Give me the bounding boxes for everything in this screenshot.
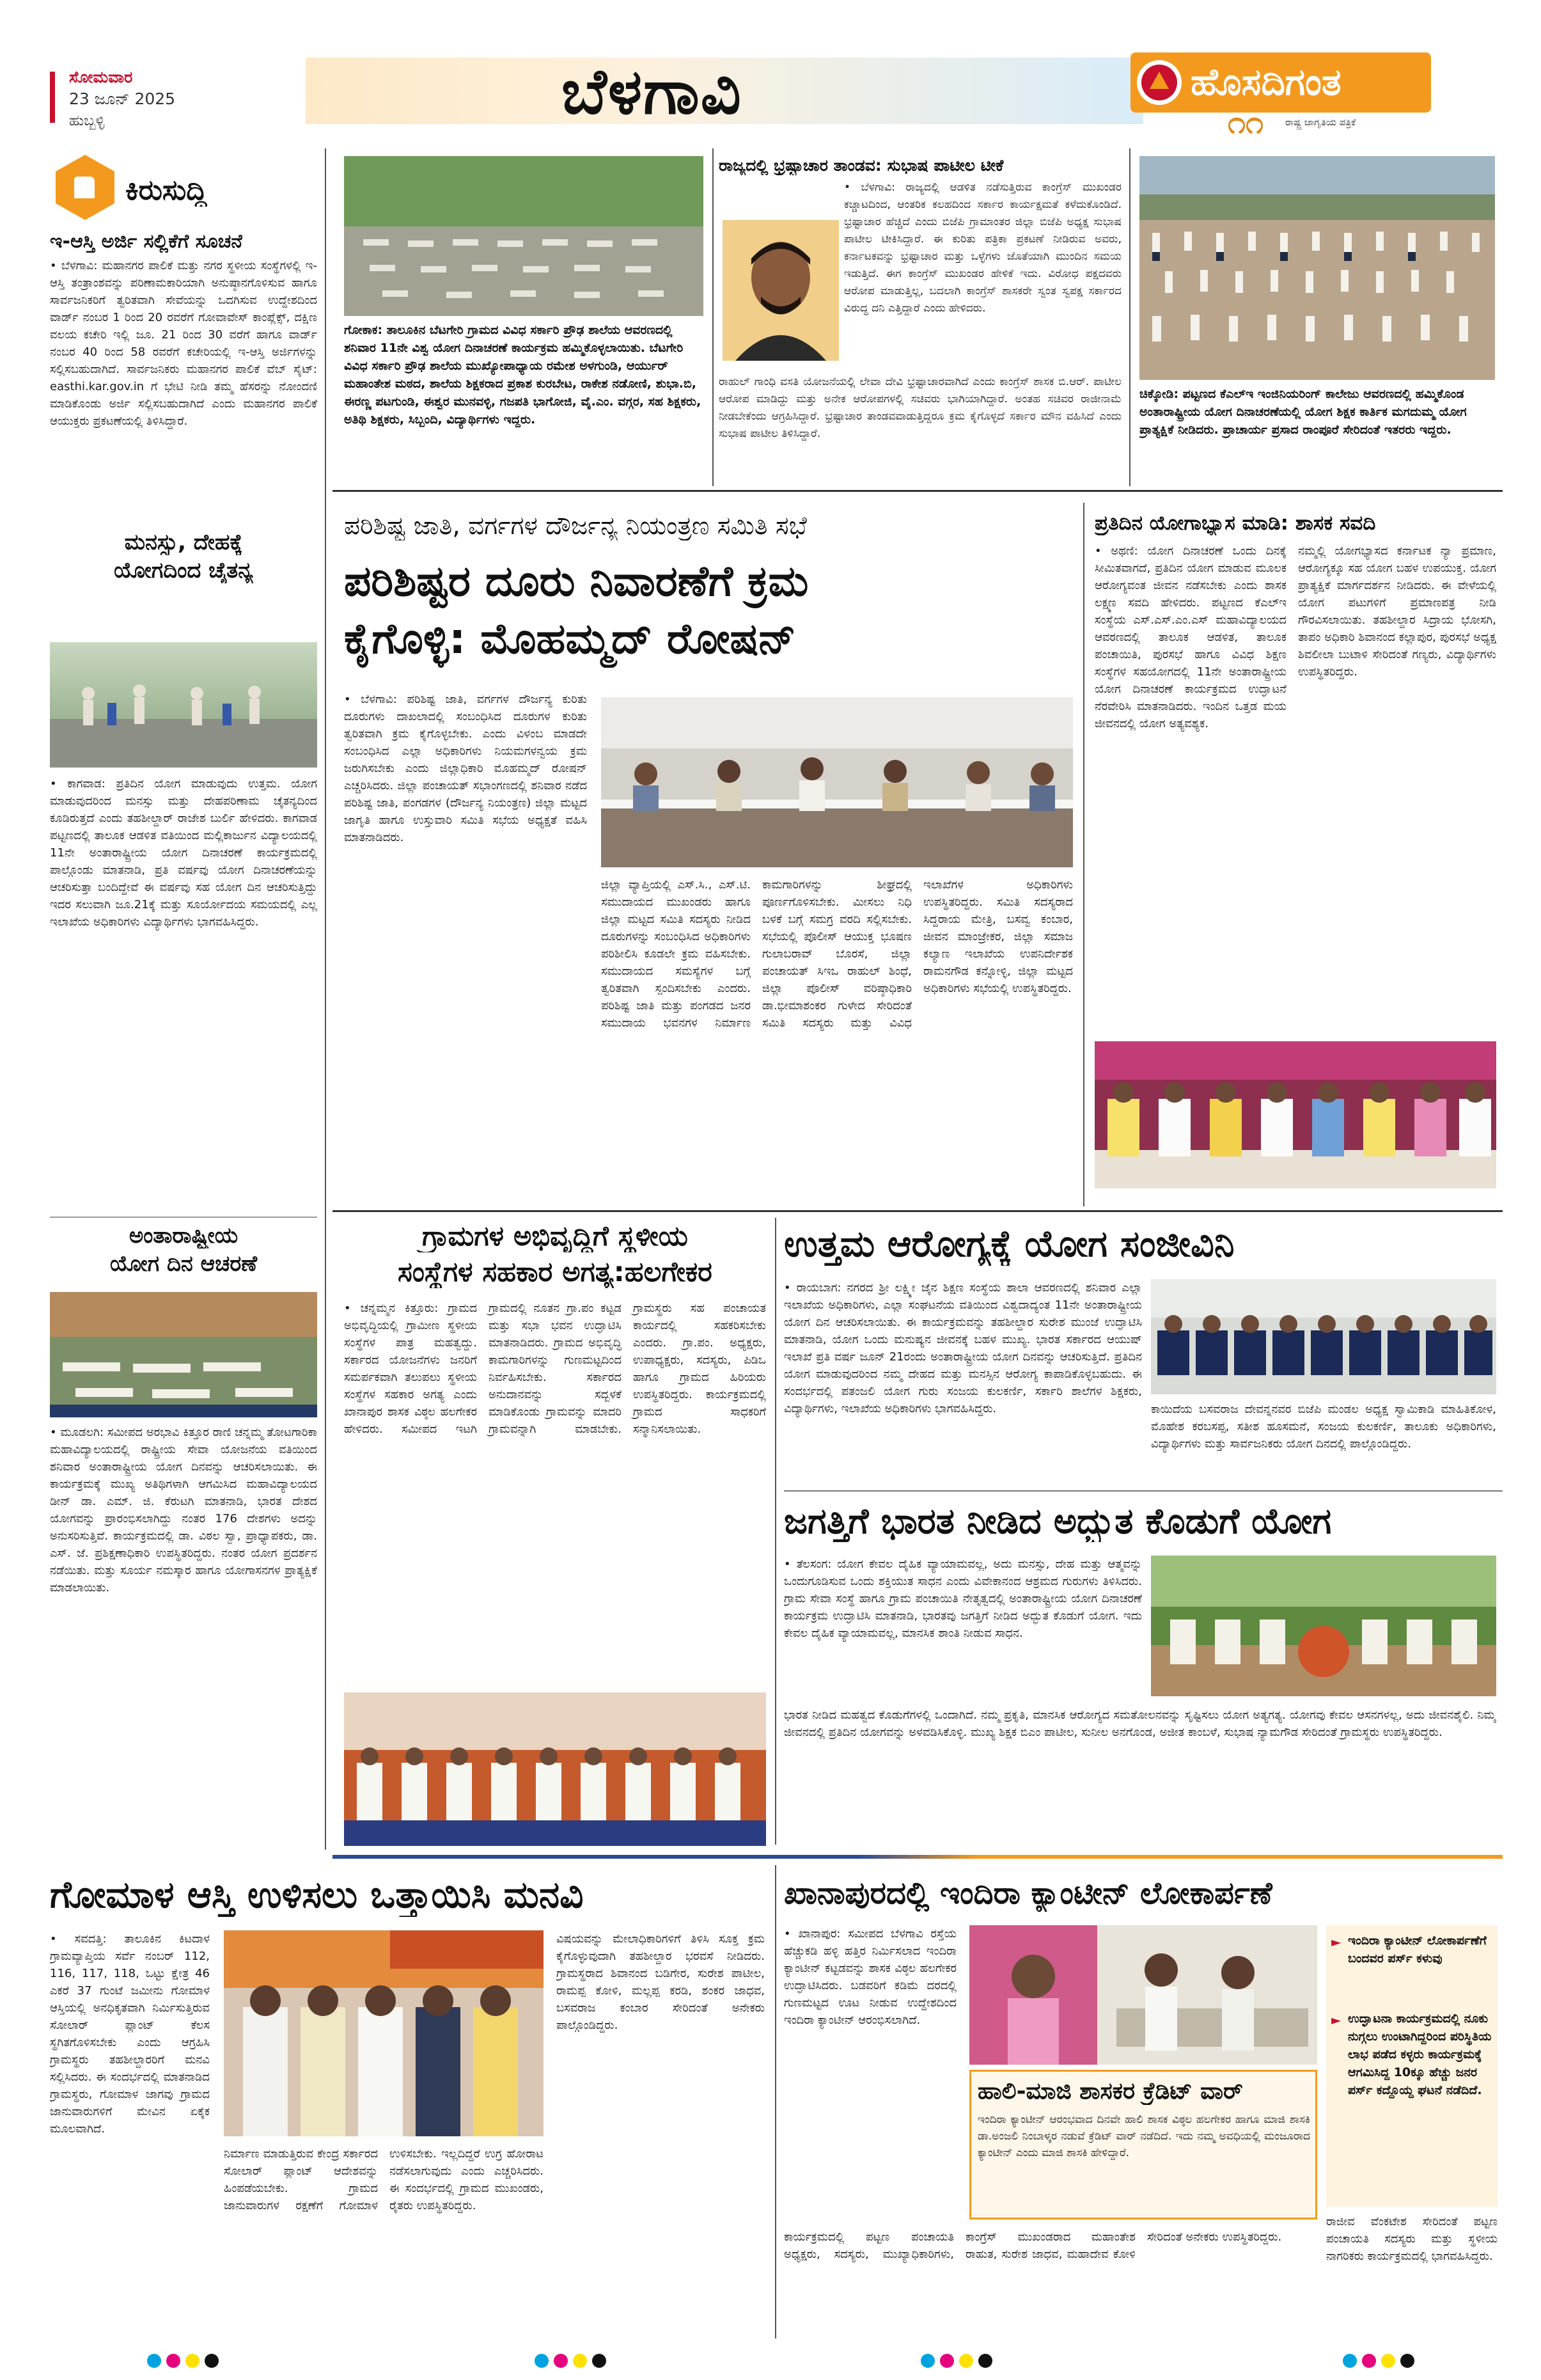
canteen-body-2: ಕಾರ್ಯಕ್ರಮದಲ್ಲಿ ಪಟ್ಟಣ ಪಂಚಾಯತಿ ಅಧ್ಯಕ್ಷರು, ಸದಸ್ಯರು, ಮುಖ್ಯಾಧಿಕಾರಿಗಳು, ಕಾಂಗ್ರೆಸ್ ಮುಖಂಡರಾದ ಮಹಾಂತೇಶ ರಾಹುತ, ಸುರೇಶ ಜಾಧವ, ಮಹಾದೇವ ಕೋಳಿ ಸೇರಿದಂತೆ ಅನೇಕರು ಉಪಸ್ಥಿತರಿದ್ದರು. bbox=[784, 2230, 1282, 2261]
top-photo3-caption: ಚಿಕ್ಕೋಡಿ: ಪಟ್ಟಣದ ಕೆಎಲ್‌ಇ ಇಂಜಿನಿಯರಿಂಗ್ ಕಾಲೇಜು ಆವರಣದಲ್ಲಿ ಹಮ್ಮಿಕೊಂಡ ಅಂತಾರಾಷ್ಟ್ರೀಯ ಯೋಗ ದಿನಾಚರಣೆಯಲ್ಲಿ ಯೋಗ ಶಿಕ್ಷಕ ಕಾರ್ತಿಕ ಮಗದುಮ್ಮ ಯೋಗ ಪ್ರಾತ್ಯಕ್ಷಿಕೆ ನೀಡಿದರು. ಪ್ರಾಚಾರ್ಯ ಪ್ರಸಾದ ರಾಂಪೂರೆ ಸೇರಿದಂತೆ ಇತರರು ಇದ್ದರು. bbox=[1139, 387, 1467, 437]
left2-photo bbox=[50, 642, 317, 768]
gomala-headline: ಗೋಮಾಳ ಆಸ್ತಿ ಉಳಿಸಲು ಒತ್ತಾಯಿಸಿ ಮನವಿ bbox=[50, 1873, 584, 1916]
kirusuddi-headline: ಇ-ಆಸ್ತಿ ಅರ್ಜಿ ಸಲ್ಲಿಕೆಗೆ ಸೂಚನೆ bbox=[50, 230, 243, 253]
canteen-bullets bbox=[1326, 1925, 1498, 2207]
yoga-right-headline: ಪ್ರತಿದಿನ ಯೋಗಾಭ್ಯಾಸ ಮಾಡಿ: ಶಾಸಕ ಸವದಿ bbox=[1095, 512, 1376, 535]
jagattu-body-2: ಭಾರತ ನೀಡಿದ ಮಹತ್ವದ ಕೊಡುಗೆಗಳಲ್ಲಿ ಒಂದಾಗಿದೆ. ನಮ್ಮ ಪ್ರಕೃತಿ, ಮಾನಸಿಕ ಆರೋಗ್ಯದ ಸಮತೋಲನವನ್ನು ಸೃಷ್ಟಿಸಲು ಯೋಗ ಅತ್ಯಗತ್ಯ. ಯೋಗವು ಕೇವಲ ಆಸನಗಳಲ್ಲ, ಅದು ಜೀವನಶೈಲಿ. ನಿಮ್ಮ ಜೀವನದಲ್ಲಿ ಪ್ರತಿದಿನ ಯೋಗವನ್ನು ಅಳವಡಿಸಿಕೊಳ್ಳಿ. ಮುಖ್ಯ ಶಿಕ್ಷಕ ಬಿಎಂ ಪಾಟೀಲ, ಸುನೀಲ ಅನಗೊಂಡ, ಅಜೀತ ಕಾಂಬಳೆ, ಸುಭಾಷ ನ್ಯಾಮಗೌಡ ಸೇರಿದಂತೆ ಗ್ರಾಮಸ್ಥರು ಉಪಸ್ಥಿತರಿದ್ದರು. bbox=[784, 1708, 1496, 1739]
gomala-body-2: ನಿರ್ಮಾಣ ಮಾಡುತ್ತಿರುವ ಕೇಂದ್ರ ಸರ್ಕಾರದ ಸೋಲಾರ್ ಪ್ಲಾಂಟ್ ಆದೇಶವನ್ನು ಹಿಂಪಡೆಯಬೇಕು. ಗ್ರಾಮದ ಜಾನುವಾರುಗಳ ರಕ್ಷಣೆಗೆ ಗೋಮಾಳ ಉಳಿಸಬೇಕು. ಇಲ್ಲದಿದ್ದರೆ ಉಗ್ರ ಹೋರಾಟ ನಡೆಸಲಾಗುವುದು ಎಂದು ಎಚ್ಚರಿಸಿದರು. ಈ ಸಂದರ್ಭದಲ್ಲಿ ಗ್ರಾಮದ ಮುಖಂಡರು, ರೈತರು ಉಪಸ್ಥಿತರಿದ್ದರು. bbox=[224, 2147, 544, 2212]
village-photo bbox=[344, 1692, 766, 1846]
masthead-city: ಹುಬ್ಬಳ್ಳಿ bbox=[69, 113, 105, 129]
top-photo1-caption: ಗೋಕಾಕ: ತಾಲೂಕಿನ ಬೆಟಗೇರಿ ಗ್ರಾಮದ ವಿವಿಧ ಸರ್ಕಾರಿ ಪ್ರೌಢ ಶಾಲೆಯ ಆವರಣದಲ್ಲಿ ಶನಿವಾರ 11ನೇ ವಿಶ್ವ ಯೋಗ ದಿನಾಚರಣೆ ಕಾರ್ಯಕ್ರಮ ಹಮ್ಮಿಕೊಳ್ಳಲಾಯಿತು. ಬೆಟಗೇರಿ ವಿವಿಧ ಸರ್ಕಾರಿ ಪ್ರೌಢ ಶಾಲೆಯ ಮುಖ್ಯೋಪಾಧ್ಯಾಯ ರಮೇಶ ಅಳಗುಂಡಿ, ಆರ್ಯುರ್ ಮಹಾಂತೇಶ ಮಠದ, ಶಾಲೆಯ ಶಿಕ್ಷಕರಾದ ಪ್ರಕಾಶ ಕುರಬೇಟ, ರಾಕೇಶ ನಡೋಣಿ, ಶುಭಾ.ಬಿ, ಈರಣ್ಣ ಪಟಗುಂಡಿ, ಈಶ್ವರ ಮುನವಳ್ಳಿ, ಗಜಪತಿ ಭಾಗೋಜಿ, ವೈ.ಎಂ. ವಗ್ಗರ, ಸಹ ಶಿಕ್ಷಕರು, ಅತಿಥಿ ಶಿಕ್ಷಕರು, ಸಿಬ್ಬಂದಿ, ವಿದ್ಯಾರ್ಥಿಗಳು ಇದ್ದರು. bbox=[344, 323, 701, 427]
gomala-right-rule bbox=[775, 1865, 776, 2338]
top-story-body-2: ರಾಹುಲ್ ಗಾಂಧಿ ವಸತಿ ಯೋಜನೆಯಲ್ಲಿ ಲೇವಾ ದೇವಿ ಭ್ರಷ್ಟಾಚಾರವಾಗಿದೆ ಎಂದು ಕಾಂಗ್ರೆಸ್ ಶಾಸಕ ಬಿ.ಆರ್. ಪಾಟೀಲ ಆರೋಪ ಮಾಡಿದ್ದು ಮತ್ತು ಅನೇಕ ಆರೋಪಗಳಲ್ಲಿ ಸಚಿವರು ಭಾಗಿಯಾಗಿದ್ದಾರೆ. ಅಂತಹ ಸಚಿವರ ರಾಜೀನಾಮೆ ನೀಡಬೇಕೆಂದು ಆಗ್ರಹಿಸಿದ್ದಾರೆ. ಭ್ರಷ್ಟಾಚಾರ ತಾಂಡವವಾಡುತ್ತಿದ್ದರೂ ಕ್ರಮ ಕೈಗೊಳ್ಳದೆ ಸರ್ಕಾರ ಮೌನ ವಹಿಸಿದೆ ಎಂದು ಸುಭಾಷ ಪಾಟೀಲ ತಿಳಿಸಿದ್ದಾರೆ. bbox=[719, 375, 1122, 440]
gomala-body-3: ವಿಷಯವನ್ನು ಮೇಲಾಧಿಕಾರಿಗಳಿಗೆ ತಿಳಿಸಿ ಸೂಕ್ತ ಕ್ರಮ ಕೈಗೊಳ್ಳುವುದಾಗಿ ತಹಶೀಲ್ದಾರ ಭರವಸೆ ನೀಡಿದರು. ಗ್ರಾಮಸ್ಥರಾದ ಶಿವಾನಂದ ಬಡಿಗೇರ, ಸುರೇಶ ಪಾಟೀಲ, ರಾಮಪ್ಪ ಕೋಳಿ, ಮಲ್ಲಪ್ಪ ಕರಡಿ, ಶಂಕರ ಜಾಧವ, ಬಸವರಾಜ ಕಂಬಾರ ಸೇರಿದಂತೆ ಅನೇಕರು ಪಾಲ್ಗೊಂಡಿದ್ದರು. bbox=[556, 1932, 765, 2032]
credit-war-body: ಇಂದಿರಾ ಕ್ಯಾಂಟೀನ್ ಆರಂಭವಾದ ದಿನವೇ ಹಾಲಿ ಶಾಸಕ ವಿಠ್ಠಲ ಹಲಗೇಕರ ಹಾಗೂ ಮಾಜಿ ಶಾಸಕಿ ಡಾ.ಅಂಜಲಿ ನಿಂಬಾಳ್ಕರ ನಡುವೆ ಕ್ರೆಡಿಟ್ ವಾರ್ ನಡೆದಿದೆ. ಇದು ನಮ್ಮ ಅವಧಿಯಲ್ಲಿ ಮಂಜೂರಾದ ಕ್ಯಾಂಟೀನ್ ಎಂದು ಮಾಜಿ ಶಾಸಕಿ ಹೇಳಿದ್ದಾರೆ. bbox=[978, 2113, 1310, 2159]
village-body: • ಚನ್ನಮ್ಮನ ಕಿತ್ತೂರು: ಗ್ರಾಮದ ಅಭಿವೃದ್ಧಿಯಲ್ಲಿ ಗ್ರಾಮೀಣ ಸ್ಥಳೀಯ ಸಂಸ್ಥೆಗಳ ಪಾತ್ರ ಮಹತ್ವದ್ದು. ಸರ್ಕಾರದ ಯೋಜನೆಗಳು ಜನರಿಗೆ ಸಮರ್ಪಕವಾಗಿ ತಲುಪಲು ಸ್ಥಳೀಯ ಸಂಸ್ಥೆಗಳ ಸಹಕಾರ ಅಗತ್ಯ ಎಂದು ಖಾನಾಪುರ ಶಾಸಕ ವಿಠ್ಠಲ ಹಲಗೇಕರ ಹೇಳಿದರು. ಸಮೀಪದ ಇಟಗಿ ಗ್ರಾಮದಲ್ಲಿ ನೂತನ ಗ್ರಾ.ಪಂ ಕಟ್ಟಡ ಮತ್ತು ಸಭಾ ಭವನ ಉದ್ಘಾಟಿಸಿ ಮಾತನಾಡಿದರು. ಗ್ರಾಮದ ಅಭಿವೃದ್ಧಿ ಕಾಮಗಾರಿಗಳನ್ನು ಗುಣಮಟ್ಟದಿಂದ ನಿರ್ವಹಿಸಬೇಕು. ಸರ್ಕಾರದ ಅನುದಾನವನ್ನು ಸದ್ಬಳಕೆ ಮಾಡಿಕೊಂಡು ಗ್ರಾಮವನ್ನು ಮಾದರಿ ಗ್ರಾಮವನ್ನಾಗಿ ಮಾಡಬೇಕು. ಗ್ರಾಮಸ್ಥರು ಸಹ ಪಂಚಾಯತ ಕಾರ್ಯದಲ್ಲಿ ಸಹಕರಿಸಬೇಕು ಎಂದರು. ಗ್ರಾ.ಪಂ. ಅಧ್ಯಕ್ಷರು, ಉಪಾಧ್ಯಕ್ಷರು, ಸದಸ್ಯರು, ಪಿಡಿಒ ಹಾಗೂ ಗ್ರಾಮದ ಹಿರಿಯರು ಉಪಸ್ಥಿತರಿದ್ದರು. ಕಾರ್ಯಕ್ರಮದಲ್ಲಿ ಗ್ರಾಮದ ಸಾಧಕರಿಗೆ ಸನ್ಮಾನಿಸಲಾಯಿತು. bbox=[344, 1302, 766, 1436]
left3-body: • ಮೂಡಲಗಿ: ಸಮೀಪದ ಅರಭಾವಿ ಕಿತ್ತೂರ ರಾಣಿ ಚನ್ನಮ್ಮ ತೋಟಗಾರಿಕಾ ಮಹಾವಿದ್ಯಾಲಯದಲ್ಲಿ ರಾಷ್ಟ್ರೀಯ ಸೇವಾ ಯೋಜನೆಯ ವತಿಯಿಂದ ಶನಿವಾರ ಅಂತಾರಾಷ್ಟ್ರೀಯ ಯೋಗ ದಿನವನ್ನು ಆಚರಿಸಲಾಯಿತು. ಈ ಕಾರ್ಯಕ್ರಮಕ್ಕೆ ಮುಖ್ಯ ಅತಿಥಿಗಳಾಗಿ ಆಗಮಿಸಿದ ಮಹಾವಿದ್ಯಾಲಯದ ಡೀನ್ ಡಾ. ಎಮ್. ಜಿ. ಕೆರುಟಗಿ ಮಾತನಾಡಿ, ಭಾರತ ದೇಶದ ಯೋಗವನ್ನು ಪ್ರಾರಂಭಿಸಲಾಗಿದ್ದು ನಂತರ 176 ದೇಶಗಳು ಅದನ್ನು ಅನುಸರಿಸುತ್ತಿವೆ. ಕಾರ್ಯಕ್ರಮದಲ್ಲಿ ಡಾ. ವಿಠಲ ಸ್ವಾ, ಪ್ರಾಧ್ಯಾಪಕರು, ಡಾ. ಎಸ್. ಜೆ. ಪ್ರಶಿಕ್ಷಣಾಧಿಕಾರಿ ಉಪಸ್ಥಿತರಿದ್ದರು. ನಂತರ ಯೋಗ ಪ್ರದರ್ಶನ ನಡೆಯಿತು. ಮತ್ತು ಸೂರ್ಯ ನಮಸ್ಕಾರ ಹಾಗೂ ಯೋಗಾಸನಗಳ ಪ್ರಾತ್ಯಕ್ಷಿಕೆ ಮಾಡಲಾಯಿತು. bbox=[50, 1426, 317, 1595]
village-headline-1: ಗ್ರಾಮಗಳ ಅಭಿವೃದ್ಧಿಗೆ ಸ್ಥಳೀಯ bbox=[422, 1220, 688, 1252]
bullet-text-1: ಇಂದಿರಾ ಕ್ಯಾಂಟೀನ್ ಲೋಕಾರ್ಪಣೆಗೆ ಬಂದವರ ಪರ್ಸ್ ಕಳುವು bbox=[1348, 1934, 1487, 1966]
bullet-marker-icon: ► bbox=[1331, 2012, 1342, 2028]
left2-headline-2: ಯೋಗದಿಂದ ಚೈತನ್ಯ bbox=[114, 558, 253, 583]
canteen-body-1: • ಖಾನಾಪುರ: ಸಮೀಪದ ಬೆಳಗಾವಿ ರಸ್ತೆಯ ಹೆಚ್ಚುಕಡಿ ಹಳ್ಳಿ ಹತ್ತಿರ ನಿರ್ಮಿಸಲಾದ ಇಂದಿರಾ ಕ್ಯಾಂಟೀನ್ ಕಟ್ಟಡವನ್ನು ಶಾಸಕ ವಿಠ್ಠಲ ಹಲಗೇಕರ ಉದ್ಘಾಟಿಸಿದರು. ಬಡವರಿಗೆ ಕಡಿಮೆ ದರದಲ್ಲಿ ಗುಣಮಟ್ಟದ ಊಟ ನೀಡುವ ಉದ್ದೇಶದಿಂದ ಇಂದಿರಾ ಕ್ಯಾಂಟೀನ್ ಆರಂಭಿಸಲಾಗಿದೆ. bbox=[784, 1927, 957, 2027]
registration-marks-center2 bbox=[921, 2354, 997, 2370]
yoga-right-body-2: ನಮ್ಮಲ್ಲಿ ಯೋಗಭ್ಯಾಸದ ಕರ್ನಾಟಕ ನ್ಯಾ ಪ್ರಮಾಣ, ಆರೋಗ್ಯಕ್ಕೂ ಸಹ ಯೋಗ ಬಹಳ ಉಪಯುಕ್ತ. ಯೋಗ ಪ್ರಾತ್ಯಕ್ಷಿಕೆ ಮಾರ್ಗದರ್ಶನ ನೀಡಿದರು. ಈ ವೇಳೆಯಲ್ಲಿ ಯೋಗ ಪಟುಗಳಿಗೆ ಪ್ರಮಾಣಪತ್ರ ನೀಡಿ ಗೌರವಿಸಲಾಯಿತು. ತಹಶೀಲ್ದಾರ ಸಿದ್ರಾಯ ಭೋಸಗಿ, ತಾಪಂ ಅಧಿಕಾರಿ ಶಿವಾನಂದ ಕಲ್ಲಾಪುರ, ಪುರಸಭೆ ಅಧ್ಯಕ್ಷ ಶಿವಲೀಲಾ ಬುಟಾಳಿ ಸೇರಿದಂತೆ ಗಣ್ಯರು, ವಿದ್ಯಾರ್ಥಿಗಳು ಉಪಸ್ಥಿತರಿದ್ದರು. bbox=[1298, 544, 1496, 679]
cyan-dot-icon bbox=[921, 2354, 935, 2368]
lead-body: ಜಿಲ್ಲಾ ವ್ಯಾಪ್ತಿಯಲ್ಲಿ ಎಸ್.ಸಿ., ಎಸ್.ಟಿ. ಸಮುದಾಯದ ಮುಖಂಡರು ಹಾಗೂ ಜಿಲ್ಲಾ ಮಟ್ಟದ ಸಮಿತಿ ಸದಸ್ಯರು ನೀಡಿದ ದೂರುಗಳನ್ನು ಸಂಬಂಧಿಸಿದ ಅಧಿಕಾರಿಗಳು ಪರಿಶೀಲಿಸಿ ಕೂಡಲೇ ಕ್ರಮ ವಹಿಸಬೇಕು. ಸಮುದಾಯದ ಸಮಸ್ಯೆಗಳ ಬಗ್ಗೆ ತ್ವರಿತವಾಗಿ ಸ್ಪಂದಿಸಬೇಕು ಎಂದರು. ಪರಿಶಿಷ್ಟ ಜಾತಿ ಮತ್ತು ಪಂಗಡದ ಜನರ ಸಮುದಾಯ ಭವನಗಳ ನಿರ್ಮಾಣ ಕಾಮಗಾರಿಗಳನ್ನು ಶೀಘ್ರದಲ್ಲಿ ಪೂರ್ಣಗೊಳಿಸಬೇಕು. ಮೀಸಲು ನಿಧಿ ಬಳಕೆ ಬಗ್ಗೆ ಸಮಗ್ರ ವರದಿ ಸಲ್ಲಿಸಬೇಕು. ಸಭೆಯಲ್ಲಿ ಪೊಲೀಸ್ ಆಯುಕ್ತ ಭೂಷಣ ಗುಲಾಬರಾವ್ ಬೊರಸೆ, ಜಿಲ್ಲಾ ಪಂಚಾಯತ್ ಸಿಇಒ ರಾಹುಲ್ ಶಿಂಧೆ, ಜಿಲ್ಲಾ ಪೊಲೀಸ್ ವರಿಷ್ಠಾಧಿಕಾರಿ ಡಾ.ಭೀಮಾಶಂಕರ ಗುಳೇದ ಸೇರಿದಂತೆ ಸಮಿತಿ ಸದಸ್ಯರು ಮತ್ತು ವಿವಿಧ ಇಲಾಖೆಗಳ ಅಧಿಕಾರಿಗಳು ಉಪಸ್ಥಿತರಿದ್ದರು. ಸಮಿತಿ ಸದಸ್ಯರಾದ ಸಿದ್ದರಾಯ ಮೇತ್ರಿ, ಬಸವ್ವ ಕಂಬಾರ, ಜೀವನ ಮಾಂಜ್ರೇಕರ, ಜಿಲ್ಲಾ ಸಮಾಜ ಕಲ್ಯಾಣ ಇಲಾಖೆಯ ಉಪನಿರ್ದೇಶಕ ರಾಮನಗೌಡ ಕನ್ನೋಳ್ಳಿ, ಜಿಲ್ಲಾ ಮಟ್ಟದ ಅಧಿಕಾರಿಗಳು ಸಭೆಯಲ್ಲಿ ಉಪಸ್ಥಿತರಿದ್ದರು. bbox=[601, 878, 1073, 1030]
yellow-dot-icon bbox=[959, 2354, 973, 2368]
masthead-red-bar bbox=[50, 72, 55, 123]
magenta-dot-icon bbox=[940, 2354, 954, 2368]
village-headline-2: ಸಂಸ್ಥೆಗಳ ಸಹಕಾರ ಅಗತ್ಯ:ಹಲಗೇಕರ bbox=[398, 1256, 712, 1288]
top-story-body-1: • ಬೆಳಗಾವಿ: ರಾಜ್ಯದಲ್ಲಿ ಆಡಳಿತ ನಡೆಸುತ್ತಿರುವ ಕಾಂಗ್ರೆಸ್ ಮುಖಂಡರ ಕಚ್ಚಾಟದಿಂದ, ಆಂತರಿಕ ಕಲಹದಿಂದ ಸರ್ಕಾರ ಕಾರ್ಯಕ್ಷಮತೆ ಕಳೆದುಕೊಂಡಿದೆ. ಭ್ರಷ್ಟಾಚಾರ ಹೆಚ್ಚಿದೆ ಎಂದು ಬಿಜೆಪಿ ಗ್ರಾಮಾಂತರ ಜಿಲ್ಲಾ ಬಿಜೆಪಿ ಅಧ್ಯಕ್ಷ ಸುಭಾಷ ಪಾಟೀಲ ಟೀಕಿಸಿದ್ದಾರೆ. ಈ ಕುರಿತು ಪತ್ರಿಕಾ ಪ್ರಕಟಣೆ ನೀಡಿರುವ ಅವರು, ಕರ್ನಾಟಕವನ್ನು ಭ್ರಷ್ಟಾಚಾರ ಮತ್ತು ಒಳ್ಳೆಗಳು ಜೊತೆಯಾಗಿ ಮುಂದಿನ ಸಮಯ ಇಡುತ್ತಿದೆ. ಈಗ ಕಾಂಗ್ರೆಸ್ ಮುಖಂಡರ ಹೇಳಿಕೆ ಇದು. ವಿರೋಧ ಪಕ್ಷದವರು ಆರೋಪ ಮಾಡುತ್ತಿಲ್ಲ, ಬದಲಾಗಿ ಕಾಂಗ್ರೆಸ್ ಶಾಸಕರೇ ಸ್ವಂತ ಸ್ವಪಕ್ಷ ಸರ್ಕಾರದ ವಿರುದ್ಧ ದನಿ ಎತ್ತಿದ್ದಾರೆ ಎಂದು ಹೇಳಿದರು. bbox=[844, 181, 1122, 315]
lead-photo bbox=[601, 697, 1073, 867]
left3-headline-2: ಯೋಗ ದಿನ ಆಚರಣೆ bbox=[109, 1251, 258, 1277]
sanjeevini-body: • ರಾಯಬಾಗ: ನಗರದ ಶ್ರೀ ಲಕ್ಷ್ಮೀ ಜೈನ ಶಿಕ್ಷಣ ಸಂಸ್ಥೆಯ ಶಾಲಾ ಆವರಣದಲ್ಲಿ ಶನಿವಾರ ಎಲ್ಲಾ ಇಲಾಖೆಯ ಅಧಿಕಾರಿಗಳು, ಎಲ್ಲಾ ಸಂಘಟನೆಯ ವತಿಯಿಂದ ವಿಶ್ವದಾದ್ಯಂತ 11ನೇ ಅಂತಾರಾಷ್ಟ್ರೀಯ ಯೋಗ ದಿನ ಆಚರಿಸಲಾಯಿತು. ಈ ಕಾರ್ಯಕ್ರಮವನ್ನು ತಹಶೀಲ್ದಾರ ಸುರೇಶ ಮುಂಜೆ ಉದ್ಘಾಟಿಸಿ ಮಾತನಾಡಿ, ಯೋಗ ಒಂದು ಮನುಷ್ಯನ ಜೀವನಕ್ಕೆ ಬಹಳ ಮುಖ್ಯ. ಭಾರತ ಸರ್ಕಾರದ ಆಯುಷ್ ಇಲಾಖೆ ಪ್ರತಿ ವರ್ಷ ಜೂನ್ 21ರಂದು ಅಂತಾರಾಷ್ಟ್ರೀಯ ಯೋಗ ದಿನವನ್ನು ಆಚರಿಸುತ್ತಿದೆ. ಪ್ರತಿದಿನ ಯೋಗ ಮಾಡುವುದರಿಂದ ನಮ್ಮ ದೇಹದ ಮತ್ತು ಮನಸ್ಸಿನ ಆರೋಗ್ಯ ಕಾಪಾಡಿಕೊಳ್ಳಬಹುದು. ಈ ಸಂದರ್ಭದಲ್ಲಿ ಪತಂಜಲಿ ಯೋಗ ಗುರು ಸಂಜಯ ಕುಲಕರ್ಣಿ, ಸರ್ಕಾರಿ ಶಾಲೆಗಳ ಶಿಕ್ಷಕರು, ವಿದ್ಯಾರ್ಥಿಗಳು, ಇಲಾಖೆಯ ಅಧಿಕಾರಿಗಳು ಭಾಗವಹಿಸಿದ್ದರು. bbox=[784, 1281, 1142, 1415]
black-dot-icon bbox=[1400, 2354, 1414, 2368]
lead-right-rule bbox=[1083, 503, 1084, 1206]
top-rule-1 bbox=[712, 148, 714, 486]
magenta-dot-icon bbox=[554, 2354, 568, 2368]
top-story-headline: ರಾಜ್ಯದಲ್ಲಿ ಭ್ರಷ್ಟಾಚಾರ ತಾಂಡವ: ಸುಭಾಷ ಪಾಟೀಲ ಟೀಕೆ bbox=[719, 156, 1004, 175]
cyan-dot-icon bbox=[1343, 2354, 1357, 2368]
cyan-dot-icon bbox=[147, 2354, 161, 2368]
top-rule-2 bbox=[1129, 148, 1130, 486]
gomala-photo bbox=[224, 1930, 544, 2136]
sanjeevini-caption: ಕಾಯಿದೆಯ ಬಸವರಾಜ ದೇವನ್ನನವರ ಬಿಜೆಪಿ ಮಂಡಲ ಅಧ್ಯಕ್ಷ ಸ್ವಾಮಿಕಾಡಿ ಮಾಹಿತಿಕೋಳ, ಮೊಹೇಶ ಕರಬಸಪ್ಪ, ಸತೀಶ ಹೂಸಮನೆ, ಸಂಜಯ ಕುಲಕರ್ಣಿ, ತಾಲೂಕು ಅಧಿಕಾರಿಗಳು, ವಿದ್ಯಾರ್ಥಿಗಳು ಮತ್ತು ಸಾರ್ವಜನಿಕರು ಯೋಗ ದಿನದಲ್ಲಿ ಪಾಲ್ಗೊಂಡಿದ್ದರು. bbox=[1151, 1403, 1496, 1451]
lead-headline-1: ಪರಿಶಿಷ್ಟರ ದೂರು ನಿವಾರಣೆಗೆ ಕ್ರಮ bbox=[344, 556, 809, 606]
canteen-photo bbox=[969, 1925, 1317, 2065]
page-number: ೧೧ bbox=[1228, 104, 1263, 141]
cyan-dot-icon bbox=[535, 2354, 549, 2368]
canteen-headline: ಖಾನಾಪುರದಲ್ಲಿ ಇಂದಿರಾ ಕ್ಯಾಂಟೀನ್ ಲೋಕಾರ್ಪಣೆ bbox=[784, 1875, 1272, 1911]
yoga-right-body-1: • ಅಥಣಿ: ಯೋಗ ದಿನಾಚರಣೆ ಒಂದು ದಿನಕ್ಕೆ ಸೀಮಿತವಾಗದೆ, ಪ್ರತಿದಿನ ಯೋಗ ಮಾಡುವ ಮೂಲಕ ಆರೋಗ್ಯವಂತ ಜೀವನ ನಡೆಸಬೇಕು ಎಂದು ಶಾಸಕ ಲಕ್ಷ್ಮಣ ಸವದಿ ಹೇಳಿದರು. ಪಟ್ಟಣದ ಕೆಎಲ್‌ಇ ಸಂಸ್ಥೆಯ ಎಸ್.ಎಸ್.ಎಂ.ಎಸ್ ಮಹಾವಿದ್ಯಾಲಯದ ಆವರಣದಲ್ಲಿ ತಾಲೂಕ ಆಡಳಿತ, ತಾಲೂಕ ಪಂಚಾಯಿತಿ, ಪುರಸಭೆ ಹಾಗೂ ವಿವಿಧ ಶಿಕ್ಷಣ ಸಂಸ್ಥೆಗಳ ಸಹಯೋಗದಲ್ಲಿ 11ನೇ ಅಂತಾರಾಷ್ಟ್ರೀಯ ಯೋಗ ದಿನಾಚರಣೆ ಕಾರ್ಯಕ್ರಮದ ಉದ್ಘಾಟನೆ ನೆರವೇರಿಸಿ ಮಾತನಾಡಿದರು. ಇಂದಿನ ಒತ್ತಡ ಮಯ ಜೀವನದಲ್ಲಿ ಯೋಗ ಅತ್ಯವಶ್ಯಕ. bbox=[1095, 544, 1287, 730]
bullet-item bbox=[1331, 2010, 1492, 2099]
black-dot-icon bbox=[205, 2354, 219, 2368]
kirusuddi-label: ಕಿರುಸುದ್ದಿ bbox=[125, 174, 207, 207]
canteen-tail: ರಾಜೀವ ವೆಂಕಟೇಶ ಸೇರಿದಂತೆ ಪಟ್ಟಣ ಪಂಚಾಯತಿ ಸದಸ್ಯರು ಮತ್ತು ಸ್ಥಳೀಯ ನಾಗರಿಕರು ಕಾರ್ಯಕ್ರಮದಲ್ಲಿ ಭಾಗವಹಿಸಿದ್ದರು. bbox=[1326, 2215, 1498, 2263]
logo-emblem-icon bbox=[1137, 60, 1182, 105]
black-dot-icon bbox=[978, 2354, 992, 2368]
lead-bottom-rule bbox=[332, 1210, 1503, 1212]
yellow-dot-icon bbox=[185, 2354, 199, 2368]
sanjeevini-photo bbox=[1151, 1279, 1496, 1394]
left3-headline-1: ಅಂತಾರಾಷ್ಟ್ರೀಯ bbox=[129, 1223, 239, 1249]
section-title: ಬೆಳಗಾವಿ bbox=[561, 56, 742, 129]
jagattu-rule bbox=[784, 1490, 1503, 1492]
masthead bbox=[0, 0, 1541, 142]
left2-body: • ಕಾಗವಾಡ: ಪ್ರತಿದಿನ ಯೋಗ ಮಾಡುವುದು ಉತ್ತಮ. ಯೋಗ ಮಾಡುವುದರಿಂದ ಮನಸ್ಸು ಮತ್ತು ದೇಹಪರಿಣಾಮ ಚೈತನ್ಯದಿಂದ ಕೂಡಿರುತ್ತದೆ ಎಂದು ತಹಶೀಲ್ದಾರ್ ರಾಜೇಶ ಬುರ್ಲಿ ಹೇಳಿದರು. ಕಾಗವಾಡ ಪಟ್ಟಣದಲ್ಲಿ ತಾಲೂಕ ಆಡಳಿತ ವತಿಯಿಂದ ಮಲ್ಲಿಕಾರ್ಜುನ ವಿದ್ಯಾಲಯದಲ್ಲಿ 11ನೇ ಅಂತಾರಾಷ್ಟ್ರೀಯ ಯೋಗ ದಿನಾಚರಣೆ ಕಾರ್ಯಕ್ರಮದಲ್ಲಿ ಪಾಲ್ಗೊಂಡು ಮಾತನಾಡಿ, ಪ್ರತಿ ವರ್ಷವು ಯೋಗ ದಿನಾಚರಣೆಯನ್ನು ಆಚರಿಸುತ್ತಾ ಬಂದಿದ್ದೇವೆ ಈ ವರ್ಷವು ಸಹ ಯೋಗ ದಿನ ಆಚರಿಸುತ್ತಿದ್ದು ಇದರ ಸಲುವಾಗಿ ಜೂ.21ಕ್ಕೆ ಮತ್ತು ಸೂರ್ಯೋದಯ ಸಮಯದಲ್ಲಿ ಎಲ್ಲ ಇಲಾಖೆಯ ಅಧಿಕಾರಿಗಳು ವಿದ್ಯಾರ್ಥಿಗಳು ಭಾಗವಹಿಸಿದ್ದರು. bbox=[50, 777, 317, 929]
masthead-date: 23 ಜೂನ್ 2025 bbox=[69, 90, 176, 108]
date-block bbox=[50, 68, 280, 138]
kirusuddi-body: • ಬೆಳಗಾವಿ: ಮಹಾನಗರ ಪಾಲಿಕೆ ಮತ್ತು ನಗರ ಸ್ಥಳೀಯ ಸಂಸ್ಥೆಗಳಲ್ಲಿ ಇ-ಆಸ್ತಿ ತಂತ್ರಾಂಶವನ್ನು ಪರಿಣಾಮಕಾರಿಯಾಗಿ ಅನುಷ್ಠಾನಗೊಳಿಸುವ ಹಾಗೂ ಸಾರ್ವಜನಿಕರಿಗೆ ತ್ವರಿತವಾಗಿ ಸೇವೆಯನ್ನು ಒದಗಿಸುವ ಉದ್ದೇಶದಿಂದ ವಾರ್ಡ್ ನಂಬರ 1 ರಿಂದ 20 ರವರೆಗೆ ಗೋವಾವೇಸ್ ಕಾಂಪ್ಲೆಕ್ಸ್, ದಕ್ಷಿಣ ವಲಯ ಕಚೇರಿ ಇಲ್ಲಿ ಜೂ. 21 ರಿಂದ 30 ವರೆಗೆ ಹಾಗೂ ವಾರ್ಡ್ ನಂಬರ 40 ರಿಂದ 58 ರವರೆಗೆ ಕಚೇರಿಯಲ್ಲಿ ಇ-ಆಸ್ತಿ ಅರ್ಜಿಗಳನ್ನು ಸಲ್ಲಿಸಬಹುದಾಗಿದೆ. ಸಾರ್ವಜನಿಕರು ಮಹಾನಗರ ಪಾಲಿಕೆ ವೆಬ್ ಸೈಟ್: easthi.kar.gov.in ಗೆ ಭೇಟಿ ನೀಡಿ ತಮ್ಮ ಹೆಸರನ್ನು ನೋಂದಣಿ ಮಾಡಿಕೊಂಡು ಅರ್ಜಿ ಸಲ್ಲಿಸಬಹುದಾಗಿದೆ ಎಂದು ಮಹಾನಗರ ಪಾಲಿಕೆ ಆಯುಕ್ತರು ಪ್ರಕಟಣೆಯಲ್ಲಿ ತಿಳಿಸಿದ್ದಾರೆ. bbox=[50, 259, 317, 428]
magenta-dot-icon bbox=[1362, 2354, 1376, 2368]
credit-war-box bbox=[969, 2070, 1317, 2219]
credit-war-headline: ಹಾಲಿ-ಮಾಜಿ ಶಾಸಕರ ಕ್ರೆಡಿಟ್ ವಾರ್ bbox=[978, 2078, 1243, 2104]
bullet-item bbox=[1331, 1932, 1492, 1967]
jagattu-body-1: • ತೆಲಸಂಗ: ಯೋಗ ಕೇವಲ ದೈಹಿಕ ವ್ಯಾಯಾಮವಲ್ಲ, ಅದು ಮನಸ್ಸು, ದೇಹ ಮತ್ತು ಆತ್ಮವನ್ನು ಒಂದುಗೂಡಿಸುವ ಒಂದು ಶಕ್ತಿಯುತ ಸಾಧನ ಎಂದು ವಿವೇಕಾನಂದ ಆಶ್ರಮದ ಗುರುಗಳು ತಿಳಿಸಿದರು. ಗ್ರಾಮ ಸೇವಾ ಸಂಸ್ಥೆ ಹಾಗೂ ಗ್ರಾಮ ಪಂಚಾಯಿತಿ ನೇತೃತ್ವದಲ್ಲಿ ಅಂತಾರಾಷ್ಟ್ರೀಯ ಯೋಗ ದಿನಾಚರಣೆ ಕಾರ್ಯಕ್ರಮ ಉದ್ಘಾಟಿಸಿ ಮಾತನಾಡಿ, ಭಾರತವು ಜಗತ್ತಿಗೆ ನೀಡಿದ ಅದ್ಭುತ ಕೊಡುಗೆ ಯೋಗ. ಇದು ಕೇವಲ ದೈಹಿಕ ವ್ಯಾಯಾಮವಲ್ಲ, ಮಾನಸಿಕ ಶಾಂತಿ ನೀಡುವ ಸಾಧನ. bbox=[784, 1557, 1142, 1640]
yellow-dot-icon bbox=[573, 2354, 587, 2368]
bullet-text-2: ಉದ್ಘಾಟನಾ ಕಾರ್ಯಕ್ರಮದಲ್ಲಿ ನೂಕು ನುಗ್ಗಲು ಉಂಟಾಗಿದ್ದರಿಂದ ಪರಿಸ್ಥಿತಿಯ ಲಾಭ ಪಡೆದ ಕಳ್ಳರು ಕಾರ್ಯಕ್ರಮಕ್ಕೆ ಆಗಮಿಸಿದ್ದ 10ಕ್ಕೂ ಹೆಚ್ಚು ಜನರ ಪರ್ಸ್ ಕದ್ದೊಯ್ದ ಘಟನೆ ನಡೆದಿದೆ. bbox=[1348, 2012, 1492, 2097]
bottom-section-rule bbox=[332, 1855, 1503, 1859]
magenta-dot-icon bbox=[166, 2354, 180, 2368]
yoga-right-photo bbox=[1095, 1041, 1496, 1188]
registration-marks-left bbox=[147, 2354, 224, 2370]
top-strip-rule bbox=[332, 490, 1503, 492]
black-dot-icon bbox=[592, 2354, 606, 2368]
left2-headline-1: ಮನಸ್ಸು, ದೇಹಕ್ಕೆ bbox=[124, 530, 243, 555]
bullet-marker-icon: ► bbox=[1331, 1934, 1342, 1950]
lead-intro: • ಬೆಳಗಾವಿ: ಪರಿಶಿಷ್ಟ ಜಾತಿ, ವರ್ಗಗಳ ದೌರ್ಜನ್ಯ ಕುರಿತು ದೂರುಗಳು ದಾಖಲಾದಲ್ಲಿ ಸಂಬಂಧಿಸಿದ ದೂರುಗಳ ಕುರಿತು ತ್ವರಿತವಾಗಿ ಕ್ರಮ ಕೈಗೊಳ್ಳಬೇಕು. ಎಂದು ವಿಳಂಬ ಮಾಡದೇ ಸಂಬಂಧಿಸಿದ ಎಲ್ಲಾ ಅಧಿಕಾರಿಗಳು ನಿಯಮಗಳನ್ವಯ ಕ್ರಮ ಜರುಗಿಸಬೇಕು ಎಂದು ಜಿಲ್ಲಾಧಿಕಾರಿ ಮೊಹಮ್ಮದ್ ರೋಷನ್ ಎಚ್ಚರಿಸಿದರು. ಜಿಲ್ಲಾ ಪಂಚಾಯತ್ ಸಭಾಂಗಣದಲ್ಲಿ ಶನಿವಾರ ನಡೆದ ಪರಿಶಿಷ್ಟ ಜಾತಿ, ಪಂಗಡಗಳ (ದೌರ್ಜನ್ಯ ನಿಯಂತ್ರಣ) ಜಿಲ್ಲಾ ಮಟ್ಟದ ಜಾಗೃತಿ ಹಾಗೂ ಉಸ್ತುವಾರಿ ಸಮಿತಿ ಸಭೆಯ ಅಧ್ಯಕ್ಷತೆ ವಹಿಸಿ ಮಾತನಾಡಿದರು. bbox=[344, 693, 587, 844]
jagattu-photo bbox=[1151, 1556, 1496, 1696]
top-photo1 bbox=[344, 156, 703, 316]
lead-kicker: ಪರಿಶಿಷ್ಟ ಜಾತಿ, ವರ್ಗಗಳ ದೌರ್ಜನ್ಯ ನಿಯಂತ್ರಣ ಸಮಿತಿ ಸಭೆ bbox=[344, 512, 807, 540]
masthead-day: ಸೋಮವಾರ bbox=[69, 68, 133, 86]
left3-rule bbox=[50, 1217, 317, 1218]
left3-photo bbox=[50, 1292, 317, 1417]
paper-name: ಹೊಸದಿಗಂತ bbox=[1191, 60, 1342, 104]
paper-logo bbox=[1130, 52, 1431, 113]
registration-marks-center bbox=[535, 2354, 611, 2370]
paper-tagline: ರಾಷ್ಟ್ರ ಜಾಗೃತಿಯ ಪತ್ರಿಕೆ bbox=[1285, 116, 1356, 128]
kirusuddi-badge bbox=[50, 152, 120, 223]
jagattu-headline: ಜಗತ್ತಿಗೆ ಭಾರತ ನೀಡಿದ ಅದ್ಭುತ ಕೊಡುಗೆ ಯೋಗ bbox=[784, 1501, 1332, 1541]
sanjeevini-headline: ಉತ್ತಮ ಆರೋಗ್ಯಕ್ಕೆ ಯೋಗ ಸಂಜೀವಿನಿ bbox=[784, 1223, 1235, 1265]
yellow-dot-icon bbox=[1381, 2354, 1395, 2368]
gomala-body-1: • ಸವದತ್ತಿ: ತಾಲೂಕಿನ ಕಿಟದಾಳ ಗ್ರಾಮವ್ಯಾಪ್ತಿಯ ಸರ್ವೆ ನಂಬರ್ 112, 116, 117, 118, ಒಟ್ಟು ಕ್ಷೇತ್ರ 46 ಎಕರೆ 37 ಗುಂಟೆ ಜಮೀನು ಗೋಮಾಳ ಆಸ್ತಿಯಲ್ಲಿ ಅನಧಿಕೃತವಾಗಿ ನಿರ್ಮಿಸುತ್ತಿರುವ ಸೋಲಾರ್ ಪ್ಲಾಂಟ್ ಕೆಲಸ ಸ್ಥಗಿತಗೊಳಿಸಬೇಕು ಎಂದು ಆಗ್ರಹಿಸಿ ಗ್ರಾಮಸ್ಥರು ತಹಶೀಲ್ದಾರರಿಗೆ ಮನವಿ ಸಲ್ಲಿಸಿದರು. ಈ ಸಂದರ್ಭದಲ್ಲಿ ಮಾತನಾಡಿದ ಗ್ರಾಮಸ್ಥರು, ಗೋಮಾಳ ಜಾಗವು ಗ್ರಾಮದ ಜಾನುವಾರುಗಳಿಗೆ ಮೇವಿನ ಏಕೈಕ ಮೂಲವಾಗಿದೆ. bbox=[50, 1932, 210, 2136]
registration-marks-right bbox=[1343, 2354, 1420, 2370]
top-photo3 bbox=[1139, 156, 1495, 380]
lead-headline-2: ಕೈಗೊಳ್ಳಿ: ಮೊಹಮ್ಮದ್ ರೋಷನ್ bbox=[344, 614, 796, 663]
village-right-rule bbox=[775, 1218, 776, 1845]
left-column-rule bbox=[325, 148, 326, 1850]
